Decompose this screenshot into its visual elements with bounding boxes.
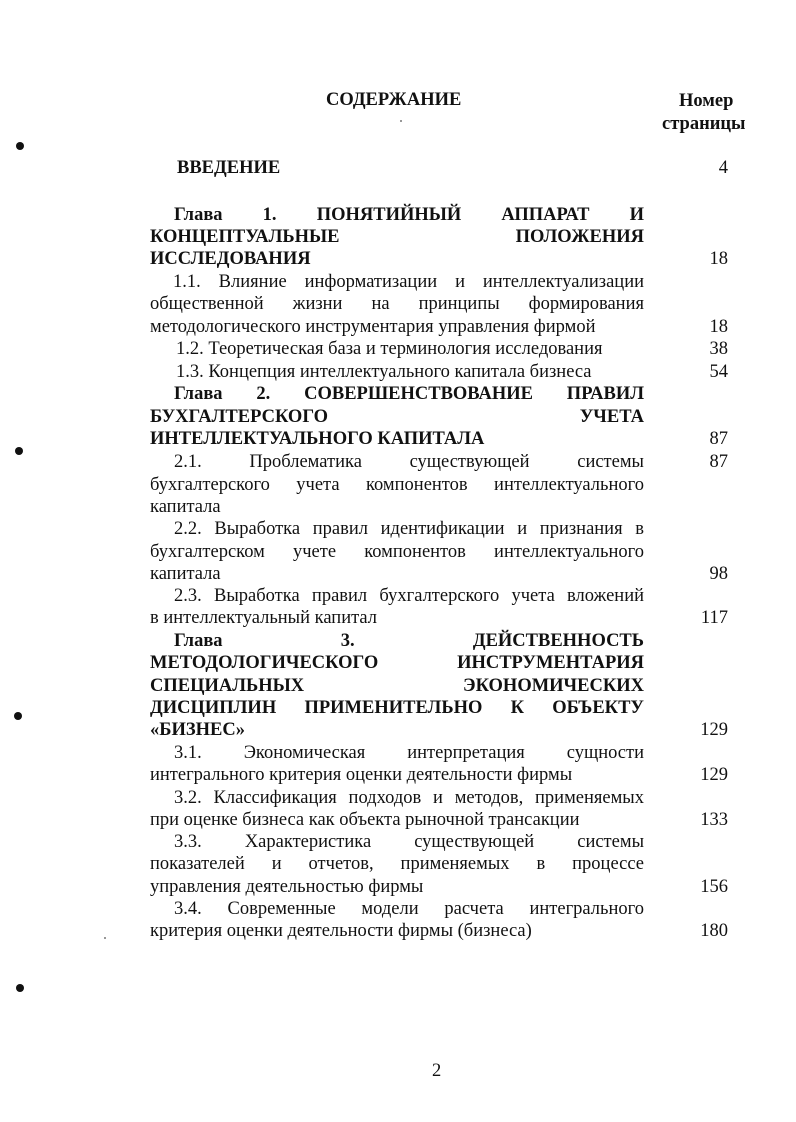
section-3-4-page: 180	[700, 921, 728, 941]
chapter-2-title-line: БУХГАЛТЕРСКОГО УЧЕТА	[150, 407, 644, 427]
chapter-2-title-line: Глава 2. СОВЕРШЕНСТВОВАНИЕ ПРАВИЛ	[174, 384, 644, 404]
page-column-header-1: Номер	[679, 91, 734, 111]
section-1-3: 1.3. Концепция интеллектуального капитала бизнеса	[176, 362, 592, 382]
binder-hole-4	[16, 984, 24, 992]
section-2-2-line: бухгалтерском учете компонентов интеллектуального	[150, 542, 644, 562]
section-1-1-line: 1.1. Влияние информатизации и интеллектуализации	[173, 272, 644, 292]
chapter-1-title-line: ИССЛЕДОВАНИЯ	[150, 249, 311, 269]
chapter-3-page: 129	[700, 720, 728, 740]
chapter-1-title-line: КОНЦЕПТУАЛЬНЫЕ ПОЛОЖЕНИЯ	[150, 227, 644, 247]
section-2-1-line: капитала	[150, 497, 221, 517]
section-2-1-line: 2.1. Проблематика существующей системы	[174, 452, 644, 472]
section-1-2-page: 38	[709, 339, 728, 359]
chapter-3-title-line: МЕТОДОЛОГИЧЕСКОГО ИНСТРУМЕНТАРИЯ	[150, 653, 644, 673]
page-column-header-2: страницы	[662, 114, 746, 134]
section-3-3-line: 3.3. Характеристика существующей системы	[174, 832, 644, 852]
section-1-1-line: общественной жизни на принципы формирования	[150, 294, 644, 314]
chapter-3-title-line: СПЕЦИАЛЬНЫХ ЭКОНОМИЧЕСКИХ	[150, 676, 644, 696]
section-2-2-line: капитала	[150, 564, 221, 584]
chapter-3-title-line: Глава 3. ДЕЙСТВЕННОСТЬ	[174, 631, 644, 651]
binder-hole-1	[16, 142, 24, 150]
chapter-1-page: 18	[709, 249, 728, 269]
section-1-3-page: 54	[709, 362, 728, 382]
section-3-4-line: 3.4. Современные модели расчета интегрального	[174, 899, 644, 919]
toc-title: СОДЕРЖАНИЕ	[326, 90, 462, 110]
section-3-1-line: 3.1. Экономическая интерпретация сущности	[174, 743, 644, 763]
section-2-3-line: в интеллектуальный капитал	[150, 608, 378, 628]
section-2-1-page: 87	[709, 452, 728, 472]
chapter-1-title-line: Глава 1. ПОНЯТИЙНЫЙ АППАРАТ И	[174, 205, 644, 225]
section-3-2-line: при оценке бизнеса как объекта рыночной трансакции	[150, 810, 580, 830]
chapter-2-title-line: ИНТЕЛЛЕКТУАЛЬНОГО КАПИТАЛА	[150, 429, 485, 449]
scan-speck	[400, 120, 402, 122]
chapter-3-title-line: «БИЗНЕС»	[150, 720, 245, 740]
toc-entry-intro: ВВЕДЕНИЕ	[177, 158, 281, 178]
section-2-1-line: бухгалтерского учета компонентов интеллектуального	[150, 475, 644, 495]
section-1-1-page: 18	[709, 317, 728, 337]
chapter-2-page: 87	[709, 429, 728, 449]
section-3-1-page: 129	[700, 765, 728, 785]
section-1-2: 1.2. Теоретическая база и терминология исследования	[176, 339, 603, 359]
page-number: 2	[432, 1061, 442, 1081]
toc-page-intro: 4	[718, 158, 728, 178]
section-1-1-line: методологического инструментария управления фирмой	[150, 317, 596, 337]
section-3-3-line: управления деятельностью фирмы	[150, 877, 424, 897]
section-3-3-page: 156	[700, 877, 728, 897]
section-3-1-line: интегрального критерия оценки деятельности фирмы	[150, 765, 573, 785]
section-2-3-line: 2.3. Выработка правил бухгалтерского учета вложений	[174, 586, 644, 606]
section-2-2-page: 98	[709, 564, 728, 584]
section-3-2-line: 3.2. Классификация подходов и методов, применяемых	[174, 788, 644, 808]
scan-speck	[104, 937, 106, 939]
section-2-2-line: 2.2. Выработка правил идентификации и признания в	[174, 519, 644, 539]
section-3-3-line: показателей и отчетов, применяемых в процессе	[150, 854, 644, 874]
section-3-4-line: критерия оценки деятельности фирмы (бизнеса)	[150, 921, 532, 941]
chapter-3-title-line: ДИСЦИПЛИН ПРИМЕНИТЕЛЬНО К ОБЪЕКТУ	[150, 698, 644, 718]
binder-hole-3	[14, 712, 22, 720]
section-3-2-page: 133	[700, 810, 728, 830]
binder-hole-2	[15, 447, 23, 455]
section-2-3-page: 117	[700, 608, 728, 628]
